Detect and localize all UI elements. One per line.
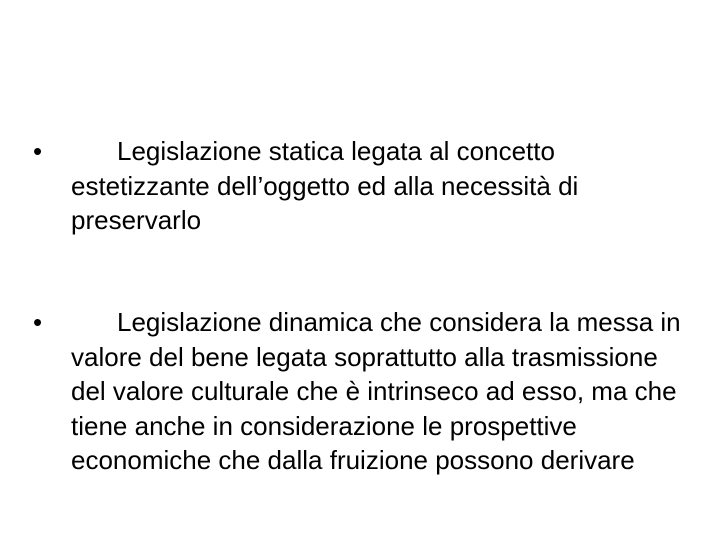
bullet-text: Legislazione dinamica che considera la messa in valore del bene legata soprattutto alla trasmissione del valore culturale che è intrinseco ad esso, ma che tiene anche in considerazione le prospettive economiche che dalla fruizione possono derivare [71, 307, 681, 475]
bullet-marker: • [33, 307, 43, 337]
bullet-text: Legislazione statica legata al concetto estetizzante dell’oggetto ed alla necessità di preservarlo [71, 136, 579, 235]
bullet-marker: • [33, 136, 43, 166]
